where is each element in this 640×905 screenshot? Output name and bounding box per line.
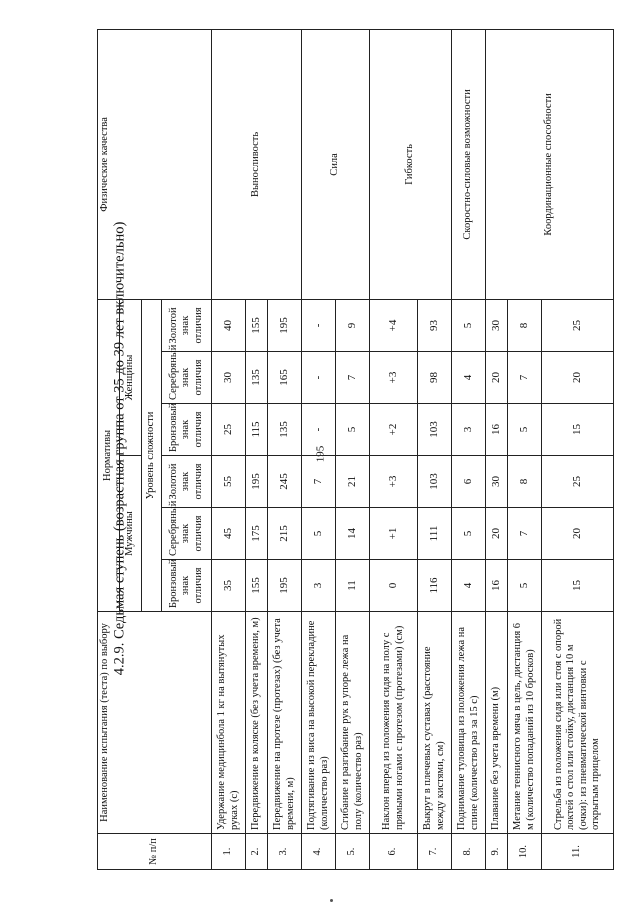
men-bronze-value: 5	[508, 560, 542, 612]
men-silver-value: 215	[268, 508, 302, 560]
test-name: Сгибание и разгибание рук в упоре лежа на полу (количество раз)	[336, 612, 370, 834]
quality-strength: Сила	[302, 29, 370, 299]
men-gold-value: +3	[370, 456, 418, 508]
table-row	[452, 29, 486, 869]
women-silver-value: 4	[452, 352, 486, 404]
test-name: Выкрут в плечевых суставах (расстояние между кистями, см)	[418, 612, 452, 834]
women-gold-value: 8	[508, 299, 542, 351]
test-name: Передвижение на протезе (протезах) (без учета времени, м)	[268, 612, 302, 834]
men-bronze-value: 155	[246, 560, 268, 612]
women-gold-value: -	[302, 299, 336, 351]
men-gold-value: 21	[336, 456, 370, 508]
test-name: Наклон вперед из положения сидя на полу с прямыми ногами с протезом (протезами) (см)	[370, 612, 418, 834]
row-number: 6.	[370, 834, 418, 870]
men-silver-value: 45	[212, 508, 246, 560]
scan-dot	[330, 899, 333, 902]
header-men: Мужчины	[120, 456, 142, 612]
women-silver-value: 7	[336, 352, 370, 404]
men-bronze-value: 11	[336, 560, 370, 612]
men-gold-value: 8	[508, 456, 542, 508]
row-number: 5.	[336, 834, 370, 870]
women-gold-value: 155	[246, 299, 268, 351]
women-bronze-value: 3	[452, 404, 486, 456]
header-men-silver: Серебряный знак отличия	[162, 508, 212, 560]
women-bronze-value: 115	[246, 404, 268, 456]
quality-flexibility: Гибкость	[370, 29, 452, 299]
women-gold-value: 25	[542, 299, 614, 351]
men-silver-value: 20	[486, 508, 508, 560]
test-name: Поднимание туловища из положения лежа на спине (количество раз за 15 с)	[452, 612, 486, 834]
test-name: Подтягивание из виса на высокой перекладине (количество раз)	[302, 612, 336, 834]
women-silver-value: 20	[486, 352, 508, 404]
men-silver-value: 5	[452, 508, 486, 560]
women-silver-value: +3	[370, 352, 418, 404]
men-bronze-value: 35	[212, 560, 246, 612]
women-silver-value: 7	[508, 352, 542, 404]
table-row	[486, 29, 508, 869]
men-silver-value: 111	[418, 508, 452, 560]
table-row	[212, 29, 246, 869]
women-gold-value: 93	[418, 299, 452, 351]
test-name: Стрельба из положения сидя или стоя с опорой локтей о стол или стойку, дистанция 10 м (очки): из пневматической винтовки с открытым прицелом	[542, 612, 614, 834]
test-name: Передвижение в коляске (без учета времени, м)	[246, 612, 268, 834]
men-gold-value: 103	[418, 456, 452, 508]
men-silver-value: 5	[302, 508, 336, 560]
header-women-gold: Золотой знак отличия	[162, 299, 212, 351]
women-bronze-value: 103	[418, 404, 452, 456]
men-silver-value: +1	[370, 508, 418, 560]
row-number: 8.	[452, 834, 486, 870]
men-gold-value: 195	[246, 456, 268, 508]
test-name: Плавание без учета времени (м)	[486, 612, 508, 834]
women-silver-value: 135	[246, 352, 268, 404]
women-gold-value: 195	[268, 299, 302, 351]
men-gold-value: 6	[452, 456, 486, 508]
header-number: № п/п	[98, 834, 212, 870]
men-silver-value: 20	[542, 508, 614, 560]
women-gold-value: +4	[370, 299, 418, 351]
men-gold-value: 7	[302, 456, 336, 508]
men-bronze-value: 16	[486, 560, 508, 612]
row-number: 2.	[246, 834, 268, 870]
header-difficulty-level: Уровень сложности	[142, 299, 162, 611]
quality-speed-strength: Скоростно-силовые возможности	[452, 29, 486, 299]
women-bronze-value: 5	[508, 404, 542, 456]
page-number: 195	[314, 445, 327, 463]
women-gold-value: 5	[452, 299, 486, 351]
women-silver-value: 165	[268, 352, 302, 404]
test-name: Удержание медицинбола 1 кг на вытянутых руках (с)	[212, 612, 246, 834]
row-number: 1.	[212, 834, 246, 870]
row-number: 11.	[542, 834, 614, 870]
header-men-gold: Золотой знак отличия	[162, 456, 212, 508]
row-number: 7.	[418, 834, 452, 870]
header-test-name: Наименование испытания (теста) по выбору	[98, 612, 212, 834]
header-women: Женщины	[120, 299, 142, 455]
table-row	[302, 29, 336, 869]
row-number: 9.	[486, 834, 508, 870]
header-men-bronze: Бронзовый знак отличия	[162, 560, 212, 612]
men-gold-value: 25	[542, 456, 614, 508]
header-norms: Нормативы	[98, 299, 120, 611]
men-bronze-value: 3	[302, 560, 336, 612]
women-bronze-value: 15	[542, 404, 614, 456]
header-women-silver: Серебряный знак отличия	[162, 352, 212, 404]
men-gold-value: 55	[212, 456, 246, 508]
women-bronze-value: +2	[370, 404, 418, 456]
section-heading: 4.2.9. Седьмая ступень (возрастная группа от 35 до 39 лет включительно)	[111, 221, 128, 676]
men-bronze-value: 15	[542, 560, 614, 612]
header-women-bronze: Бронзовый знак отличия	[162, 404, 212, 456]
quality-endurance: Выносливость	[212, 29, 302, 299]
row-number: 10.	[508, 834, 542, 870]
men-bronze-value: 195	[268, 560, 302, 612]
men-gold-value: 245	[268, 456, 302, 508]
men-silver-value: 14	[336, 508, 370, 560]
men-silver-value: 175	[246, 508, 268, 560]
women-silver-value: 30	[212, 352, 246, 404]
women-bronze-value: 5	[336, 404, 370, 456]
women-gold-value: 40	[212, 299, 246, 351]
rotated-table-container	[97, 30, 637, 870]
women-gold-value: 30	[486, 299, 508, 351]
men-bronze-value: 116	[418, 560, 452, 612]
women-silver-value: 20	[542, 352, 614, 404]
men-bronze-value: 0	[370, 560, 418, 612]
women-bronze-value: 16	[486, 404, 508, 456]
test-name: Метание теннисного мяча в цель, дистанция 6 м (количество попаданий из 10 бросков)	[508, 612, 542, 834]
quality-coordination: Координационные способности	[486, 29, 614, 299]
women-bronze-value: -	[302, 404, 336, 456]
table-row	[370, 29, 418, 869]
row-number: 3.	[268, 834, 302, 870]
men-silver-value: 7	[508, 508, 542, 560]
men-gold-value: 30	[486, 456, 508, 508]
women-silver-value: -	[302, 352, 336, 404]
row-number: 4.	[302, 834, 336, 870]
women-silver-value: 98	[418, 352, 452, 404]
header-physical-qualities: Физические качества	[98, 29, 212, 299]
women-bronze-value: 25	[212, 404, 246, 456]
women-gold-value: 9	[336, 299, 370, 351]
norms-table	[97, 29, 614, 870]
women-bronze-value: 135	[268, 404, 302, 456]
men-bronze-value: 4	[452, 560, 486, 612]
